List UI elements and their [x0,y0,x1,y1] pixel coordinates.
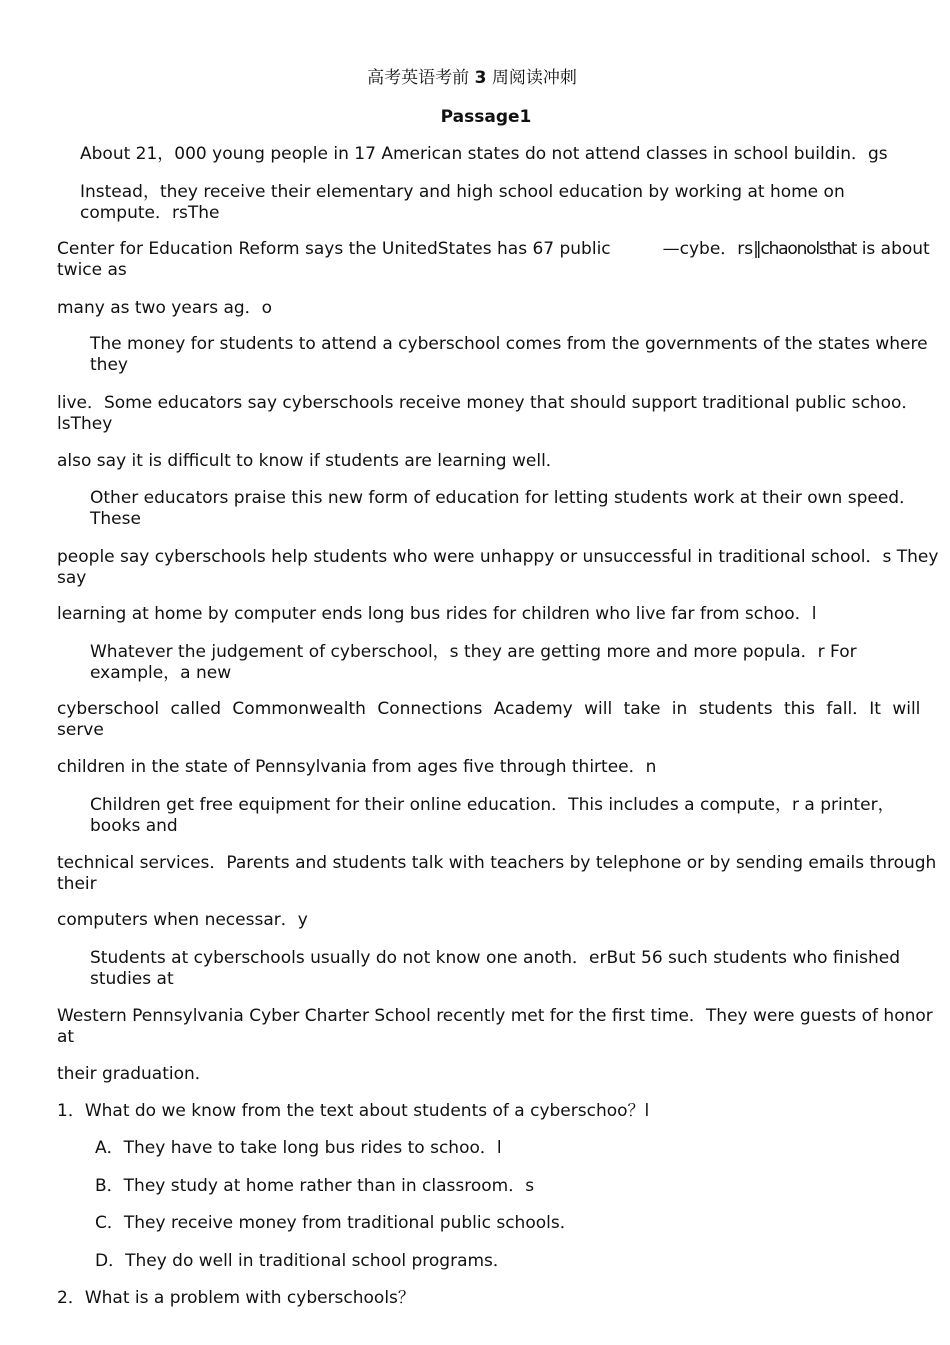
passage-line: Instead，they receive their elementary and high school education by working at home on compute．rsThe [80,182,845,223]
passage-line: technical services．Parents and students talk with teachers by telephone or by sending emails through their [57,853,937,894]
document-title [0,68,944,89]
passage-line: Students at cyberschools usually do not know one anoth．erBut 56 such students who finished studies at [90,948,901,989]
title-number: 3 [474,68,487,88]
passage-line: Whatever the judgement of cyberschool，s they are getting more and more popula．r For example，a new [90,642,857,683]
passage-line: About 21，000 young people in 17 American states do not attend classes in school buildin．gs [80,144,888,164]
passage-line: computers when necessar．y [57,910,308,930]
passage-line [57,239,942,281]
passage-line: learning at home by computer ends long bus rides for children who live far from schoo．l [57,604,817,624]
passage-line: The money for students to attend a cyberschool comes from the governments of the states where they [90,334,928,375]
passage-line: live．Some educators say cyberschools receive money that should support traditional public schoo．lsThey [57,393,919,434]
question-1-option-b: B．They study at home rather than in classroom．s [95,1176,535,1196]
question-1-option-d: D．They do well in traditional school programs． [95,1251,510,1271]
passage-line: Western Pennsylvania Cyber Charter School recently met for the first time．They were guests of honor at [57,1006,933,1047]
passage-heading: Passage1 [440,107,532,127]
title-text-2: 周阅读冲刺 [491,68,577,88]
title-text-1: 高考英语考前 [367,68,470,88]
passage-line-part: Center for Education Reform says the UnitedStates has 67 public [57,239,611,259]
question-2: 2．What is a problem with cyberschools？ [57,1288,415,1308]
question-1: 1．What do we know from the text about students of a cyberschoo？l [57,1101,650,1121]
passage-line: many as two years ag．o [57,298,273,318]
question-1-option-c: C．They receive money from traditional public schools． [95,1213,577,1233]
passage-line: Children get free equipment for their online education．This includes a compute，r a printer，books and [90,795,895,836]
passage-line: children in the state of Pennsylvania from ages five through thirtee．n [57,757,657,777]
passage-line: Other educators praise this new form of education for letting students work at their own speed．These [90,488,917,529]
passage-line-part: —cybe．rs [662,239,754,259]
passage-line: also say it is difficult to know if students are learning well． [57,451,563,471]
question-1-option-a: A．They have to take long bus rides to schoo．l [95,1138,502,1158]
passage-line-part: ‖chaonolsthat [753,239,857,259]
passage-line: cyberschool called Commonwealth Connections Academy will take in students this fall．It will serve [57,699,921,740]
passage-line: their graduation． [57,1064,212,1084]
passage-line-part: is about twice as [57,239,930,280]
passage-line: people say cyberschools help students who were unhappy or unsuccessful in traditional school．s They say [57,547,939,588]
